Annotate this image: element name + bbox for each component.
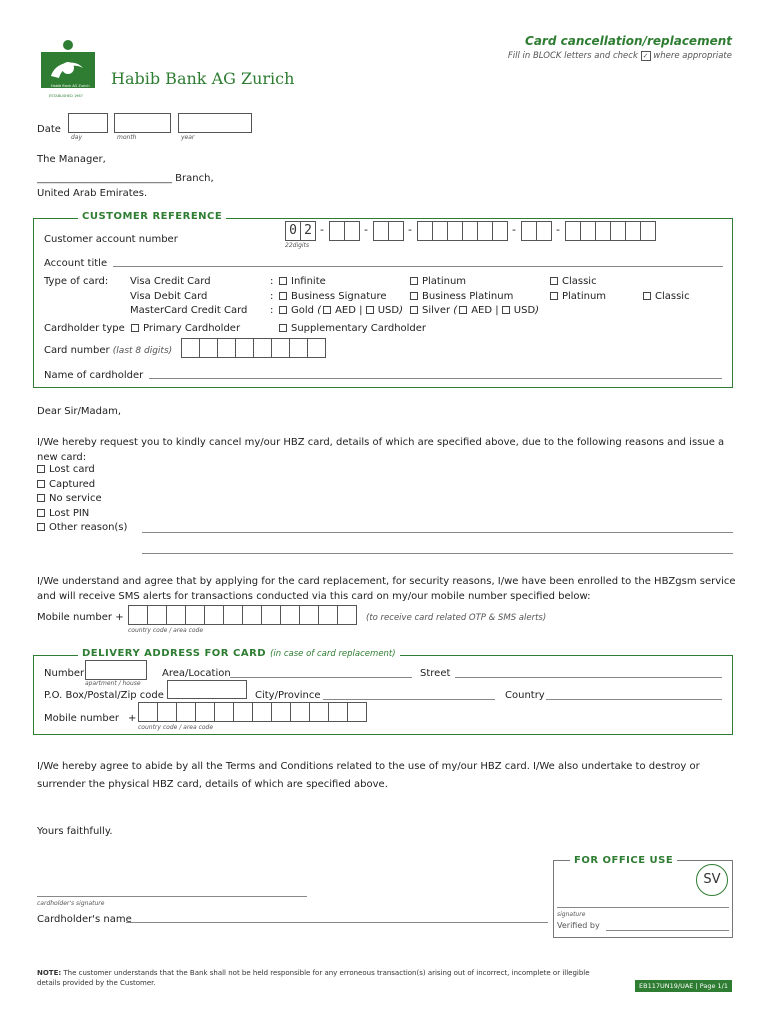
reason-other[interactable]: Other reason(s)	[37, 521, 127, 536]
form-instruction: Fill in BLOCK letters and check ✓ where appropriate	[507, 51, 732, 61]
delivery-number-label: Number	[44, 668, 85, 679]
delivery-number-field[interactable]	[85, 660, 147, 680]
check-icon: ✓	[641, 51, 651, 61]
date-year-field[interactable]	[178, 113, 252, 133]
mobile-hint: (to receive card related OTP & SMS alerts)	[366, 613, 547, 623]
mobile-number-field[interactable]	[128, 605, 356, 625]
month-caption: month	[117, 134, 137, 141]
agreement-paragraph: I/We hereby agree to abide by all the Terms and Conditions related to the use of my/our HBZ card. I/We also undertake to destroy or surrender the physical HBZ card, details of which are specified above.	[37, 761, 700, 790]
option-primary-cardholder[interactable]: Primary Cardholder	[131, 323, 240, 334]
reasons-list	[37, 463, 127, 536]
date-day-field[interactable]	[68, 113, 108, 133]
apartment-note: apartment / house	[85, 680, 141, 687]
footer-note: NOTE: The customer understands that the Bank shall not be held responsible for any erroneous transaction(s) arising out of incorrect, incomplete or illegible details provided by the Customer.	[37, 969, 590, 987]
form-title: Card cancellation/replacement	[525, 34, 732, 48]
street-line[interactable]	[455, 677, 722, 678]
country-label: Country	[505, 690, 545, 701]
logo-subcaption: ESTABLISHED 1967	[49, 94, 83, 98]
reason-lost-card[interactable]: Lost card	[37, 463, 127, 478]
request-paragraph: I/We hereby request you to kindly cancel my/our HBZ card, details of which are specified above, due to the following reasons and issue a new card:	[37, 437, 725, 463]
mobile-number-label: Mobile number +	[37, 612, 124, 623]
country-line[interactable]	[546, 699, 722, 700]
other-reason-line-1[interactable]	[142, 532, 733, 533]
account-title-line[interactable]	[113, 266, 723, 267]
option-supplementary-cardholder[interactable]: Supplementary Cardholder	[279, 323, 426, 334]
type-of-card-label: Type of card:	[44, 276, 109, 287]
cardholder-name-label: Name of cardholder	[44, 370, 144, 381]
reason-no-service[interactable]: No service	[37, 492, 127, 507]
visa-credit-label: Visa Credit Card	[130, 276, 211, 287]
street-label: Street	[420, 668, 451, 679]
year-caption: year	[181, 134, 195, 141]
cardholder-signature-note: cardholder's signature	[37, 900, 105, 907]
option-infinite[interactable]: Infinite	[279, 276, 326, 287]
cardholder-name-closing-label: Cardholder's name	[37, 914, 132, 925]
area-location-line[interactable]	[230, 677, 412, 678]
verified-by-line[interactable]	[606, 930, 729, 931]
other-reason-line-2[interactable]	[142, 553, 733, 554]
cardholder-signature-line[interactable]	[37, 896, 307, 897]
digits-note: 22digits	[285, 242, 310, 249]
option-business-platinum[interactable]: Business Platinum	[410, 291, 513, 302]
account-digit-prefix-0: 0	[285, 221, 301, 241]
mobile-country-code-note: country code / area code	[128, 627, 204, 634]
office-signature-line[interactable]	[557, 907, 729, 908]
city-province-label: City/Province	[255, 690, 321, 701]
bank-name: Habib Bank AG Zurich	[111, 69, 295, 88]
option-gold[interactable]: Gold ( AED | USD)	[279, 305, 403, 316]
card-number-field[interactable]	[181, 338, 325, 358]
cardholder-name-line[interactable]	[149, 378, 722, 379]
city-province-line[interactable]	[323, 699, 495, 700]
addressee-line1: The Manager,	[37, 154, 106, 165]
delivery-address-title: DELIVERY ADDRESS FOR CARD (in case of card replacement)	[78, 648, 400, 659]
card-number-label: Card number (last 8 digits)	[44, 345, 173, 356]
option-business-signature[interactable]: Business Signature	[279, 291, 387, 302]
mastercard-label: MasterCard Credit Card	[130, 305, 248, 316]
colon: :	[270, 291, 274, 302]
cardholder-type-label: Cardholder type	[44, 323, 125, 334]
addressee-country: United Arab Emirates.	[37, 188, 148, 199]
yours-faithfully: Yours faithfully.	[37, 826, 113, 837]
customer-reference-title: CUSTOMER REFERENCE	[78, 211, 226, 222]
reason-captured[interactable]: Captured	[37, 478, 127, 493]
reason-lost-pin[interactable]: Lost PIN	[37, 507, 127, 522]
pobox-field[interactable]	[167, 680, 247, 699]
account-title-label: Account title	[44, 258, 108, 269]
colon: :	[270, 276, 274, 287]
option-classic-credit[interactable]: Classic	[550, 276, 597, 287]
salutation: Dear Sir/Madam,	[37, 406, 122, 417]
addressee-branch[interactable]: ___________________________ Branch,	[37, 173, 214, 184]
cardholder-name-closing-line[interactable]	[126, 922, 548, 923]
verified-by-label: Verified by	[557, 921, 600, 930]
option-silver[interactable]: Silver ( AED | USD)	[410, 305, 539, 316]
date-month-field[interactable]	[114, 113, 171, 133]
delivery-plus: +	[128, 713, 137, 724]
logo-caption: Habib Bank AG Zurich	[51, 84, 90, 88]
delivery-country-code-note: country code / area code	[138, 724, 214, 731]
footer-code: EB117UN19/UAE | Page 1/1	[635, 980, 732, 992]
account-digit-prefix-1: 2	[300, 221, 316, 241]
delivery-mobile-label: Mobile number	[44, 713, 120, 724]
option-classic-debit[interactable]: Classic	[643, 291, 690, 302]
account-number-label: Customer account number	[44, 234, 178, 245]
bank-logo	[37, 38, 99, 100]
visa-debit-label: Visa Debit Card	[130, 291, 208, 302]
day-caption: day	[71, 134, 83, 141]
option-platinum-debit[interactable]: Platinum	[550, 291, 606, 302]
option-platinum-credit[interactable]: Platinum	[410, 276, 466, 287]
office-use-title: FOR OFFICE USE	[570, 855, 677, 866]
pobox-label: P.O. Box/Postal/Zip code	[44, 690, 164, 701]
area-location-label: Area/Location	[162, 668, 231, 679]
delivery-mobile-field[interactable]	[138, 702, 366, 722]
date-label: Date	[37, 124, 61, 135]
sms-paragraph: I/We understand and agree that by applying for the card replacement, for security reasons, I/we have been enrolled to the HBZgsm service and will receive SMS alerts for transactions conducted via this card on my/our mobile number specified below:	[37, 576, 736, 602]
office-signature-note: signature	[557, 911, 586, 918]
account-number-field[interactable]: 0 2 - - - - -	[285, 221, 655, 241]
sv-stamp: SV	[696, 864, 728, 896]
colon: :	[270, 305, 274, 316]
